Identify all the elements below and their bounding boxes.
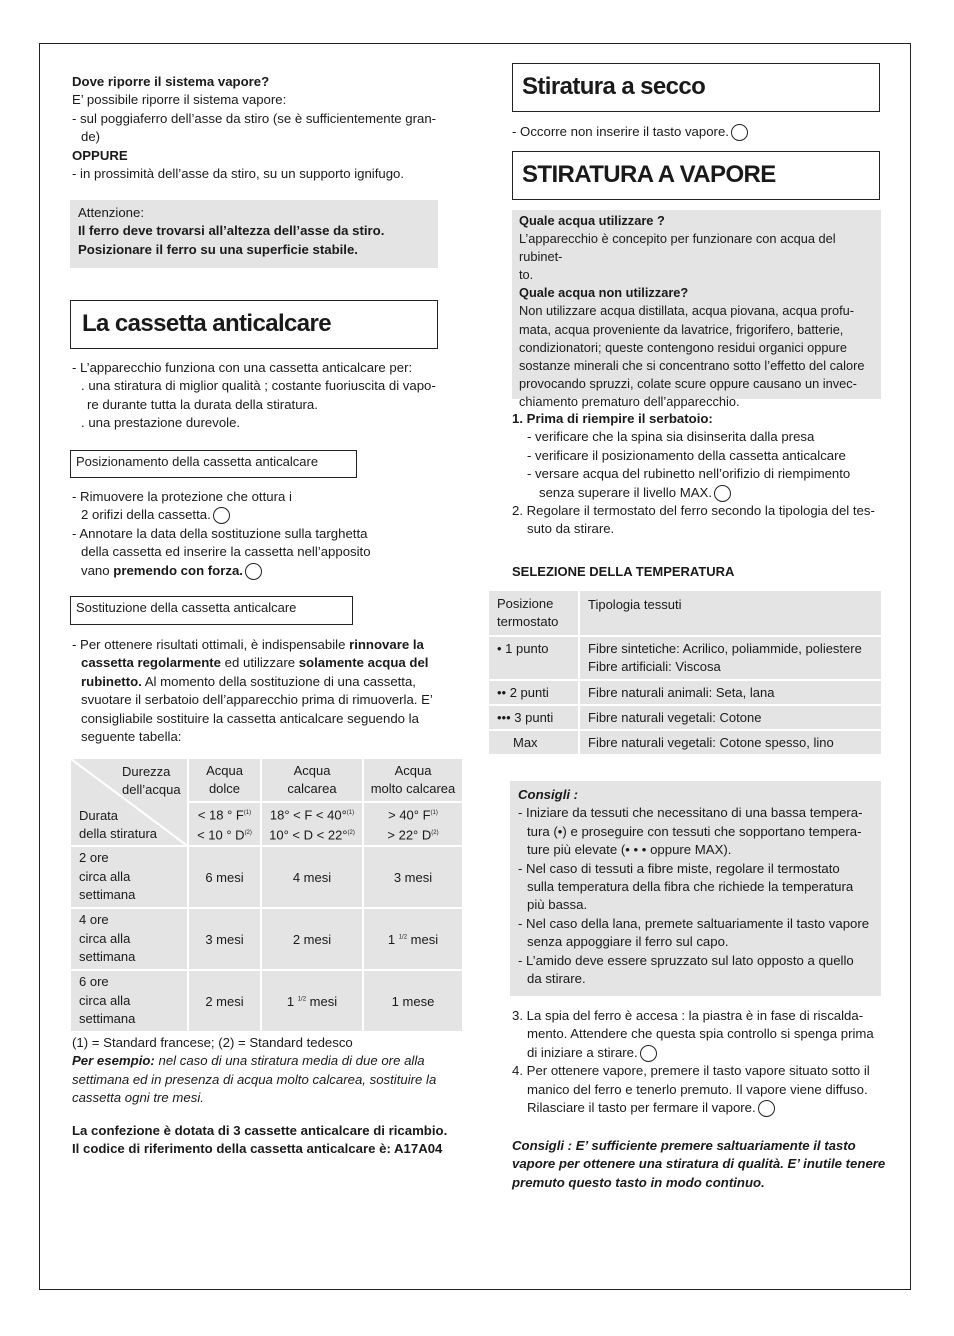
temp-table xyxy=(489,591,881,756)
table-row xyxy=(70,846,463,908)
example-line-3: cassetta ogni tre mesi. xyxy=(72,1090,204,1106)
storage-option-2: - in prossimità dell’asse da stiro, su un supporto ignifugo. xyxy=(72,166,405,182)
figure-ref-circle-icon xyxy=(714,485,731,502)
tips-box xyxy=(510,781,881,996)
figure-ref-circle-icon xyxy=(213,507,230,524)
step-3-cont2: di iniziare a stirare. xyxy=(512,1044,887,1062)
step-4: 4. Per ottenere vapore, premere il tasto vapore situato sotto il xyxy=(512,1063,870,1079)
cassette-intro xyxy=(72,359,447,433)
col-head-soft: Acqua dolce xyxy=(188,758,261,802)
figure-ref-circle-icon xyxy=(245,563,262,580)
step-2: 2. Regolare il termostato del ferro secondo la tipologia del tes- xyxy=(512,503,875,519)
replacement-title-box xyxy=(70,596,353,625)
replacement-text xyxy=(72,636,452,746)
dry-text: - Occorre non inserire il tasto vapore. xyxy=(512,123,748,141)
cassette-benefit-1: . una stiratura di miglior qualità ; costante fuoriuscita di vapo- xyxy=(81,378,436,394)
tip-2-cont2: più bassa. xyxy=(527,897,588,913)
water-q1: Quale acqua utilizzare ? xyxy=(519,213,665,228)
storage-or: OPPURE xyxy=(72,147,128,163)
temp-pos: •• 2 punti xyxy=(489,680,579,705)
table-cell: 1 mese xyxy=(363,970,463,1032)
positioning-line-5: vano premendo con forza. xyxy=(72,562,442,580)
water-a1-cont: to. xyxy=(519,267,534,283)
tip-1: - Iniziare da tessuti che necessitano di una bassa tempera- xyxy=(518,805,863,821)
table-cell: 1 $^{1/2}$ mesi xyxy=(363,908,463,970)
duration-label: Durata della stiratura xyxy=(79,808,158,842)
final-tip-1: Consigli : E’ sufficiente premere saltuariamente il tasto xyxy=(512,1138,856,1153)
example-line-1: Per esempio: nel caso di una stiratura media di due ore alla xyxy=(72,1053,425,1069)
replacement-line-4: svuotare il serbatoio dell’apparecchio prima di rimuoverla. E’ xyxy=(81,692,433,708)
step-1a: - verificare che la spina sia disinserita dalla presa xyxy=(527,429,815,445)
final-tip xyxy=(512,1137,892,1192)
table-cell: 6 mesi xyxy=(188,846,261,908)
temp-desc: Fibre naturali animali: Seta, lana xyxy=(579,680,881,705)
row-label: 6 ore circa alla settimana xyxy=(70,970,188,1032)
tips-title: Consigli : xyxy=(518,787,579,802)
storage-section xyxy=(72,73,442,183)
table-row xyxy=(70,970,463,1032)
table-row xyxy=(489,680,881,705)
warning-box xyxy=(70,200,438,268)
cassette-benefit-1-cont: re durante tutta la durata della stiratura. xyxy=(87,396,318,412)
table-cell: 3 mesi xyxy=(188,908,261,970)
temp-desc: Fibre naturali vegetali: Cotone xyxy=(579,705,881,730)
table-notes xyxy=(72,1034,452,1108)
dry-title-box xyxy=(512,63,880,112)
water-a2-4: sostanze minerali che si concentrano sotto l’effetto del calore xyxy=(519,357,865,373)
water-q2: Quale acqua non utilizzare? xyxy=(519,285,689,301)
replacement-title: Sostituzione della cassetta anticalcare xyxy=(76,600,297,615)
temp-table-wrap xyxy=(489,591,881,756)
table-cell: 4 mesi xyxy=(261,846,363,908)
fill-steps xyxy=(512,410,887,539)
water-a2-2: mata, acqua proveniente da lavatrice, frigorifero, batterie, xyxy=(519,321,844,337)
col-head-hard: Acqua calcarea xyxy=(261,758,363,802)
pack-line-2: Il codice di riferimento della cassetta anticalcare è: A17A04 xyxy=(72,1141,443,1157)
units-hard: 18° < F < 40°$^{(1)}$ 10° < D < 22°$^{(2)}$ xyxy=(261,802,363,846)
units-soft: < 18 ° $F^{(1)}$ < 10 ° $D^{(2)}$ xyxy=(188,802,261,846)
temp-pos: Max xyxy=(489,730,579,755)
replacement-line-2: cassetta regolarmente ed utilizzare solamente acqua del xyxy=(81,655,429,671)
temp-pos: • 1 punto xyxy=(489,636,579,680)
col-head-very-hard: Acqua molto calcarea xyxy=(363,758,463,802)
warning-line-2: Posizionare il ferro su una superficie stabile. xyxy=(78,241,358,257)
cassette-intro-line: - L’apparecchio funziona con una cassetta anticalcare per: xyxy=(72,360,413,375)
storage-option-1-cont: de) xyxy=(81,129,101,145)
positioning-text xyxy=(72,488,442,580)
table-row xyxy=(70,908,463,970)
example-line-2: settimana ed in presenza di acqua molto calcarea, sostituire la xyxy=(72,1071,437,1087)
replacement-line-6: seguente tabella: xyxy=(81,729,182,745)
table-row xyxy=(489,705,881,730)
positioning-line-4: della cassetta ed inserire la cassetta nell’apposito xyxy=(81,544,371,560)
final-tip-3: premuto questo tasto in modo continuo. xyxy=(512,1174,765,1190)
step-3: 3. La spia del ferro è accesa : la piastra è in fase di riscalda- xyxy=(512,1008,864,1023)
pack-line-1: La confezione è dotata di 3 cassette anticalcare di ricambio. xyxy=(72,1123,448,1138)
step-3-cont: mento. Attendere che questa spia controllo si spenga prima xyxy=(527,1026,874,1042)
replacement-line-5: consigliabile sostituire la cassetta anticalcare seguendo la xyxy=(81,710,419,726)
tip-2-cont: sulla temperatura della fibra che richiede la temperatura xyxy=(527,879,854,895)
hardness-label: Durezza dell’acqua xyxy=(122,764,181,798)
temp-desc: Fibre sintetiche: Acrilico, poliammide, poliestere Fibre artificiali: Viscosa xyxy=(579,636,881,680)
table-cell: 1 $^{1/2}$ mesi xyxy=(261,970,363,1032)
pack-info xyxy=(72,1122,452,1159)
tip-1-cont2: ture più elevate (• • • oppure MAX). xyxy=(527,842,732,858)
cassette-benefit-2: . una prestazione durevole. xyxy=(81,415,241,431)
water-a2-5: provocando spruzzi, colate scure oppure causano un invec- xyxy=(519,375,857,391)
table-corner-cell xyxy=(70,758,188,846)
step-1: 1. Prima di riempire il serbatoio: xyxy=(512,411,713,426)
dry-title: Stiratura a secco xyxy=(522,73,706,100)
figure-ref-circle-icon xyxy=(731,124,748,141)
water-a2-1: Non utilizzare acqua distillata, acqua piovana, acqua profu- xyxy=(519,303,855,319)
table-cell: 2 mesi xyxy=(261,908,363,970)
storage-answer: E’ possibile riporre il sistema vapore: xyxy=(72,92,287,108)
temp-head-position: Posizione termostato xyxy=(489,591,579,636)
water-a1: L’apparecchio è concepito per funzionare con acqua del rubinet- xyxy=(519,231,836,265)
temp-head-fabric: Tipologia tessuti xyxy=(579,591,881,636)
positioning-title-box xyxy=(70,450,357,478)
table-cell: 3 mesi xyxy=(363,846,463,908)
figure-ref-circle-icon xyxy=(758,1100,775,1117)
footnote: (1) = Standard francese; (2) = Standard tedesco xyxy=(72,1035,353,1050)
positioning-line-2: 2 orifizi della cassetta. xyxy=(72,506,442,524)
tip-1-cont: tura (•) e proseguire con tessuti che sopportano tempera- xyxy=(527,823,862,839)
temp-pos: ••• 3 punti xyxy=(489,705,579,730)
replacement-table xyxy=(69,757,464,1033)
step-1c-cont: senza superare il livello MAX. xyxy=(512,484,887,502)
figure-ref-circle-icon xyxy=(640,1045,657,1062)
replacement-table-wrap xyxy=(69,757,464,1033)
water-a2-6: chiamento prematuro dell’apparecchio. xyxy=(519,393,740,409)
replacement-line-3: rubinetto. Al momento della sostituzione di una cassetta, xyxy=(81,673,416,689)
step-1b: - verificare il posizionamento della cassetta anticalcare xyxy=(527,447,846,463)
step-1c: - versare acqua del rubinetto nell’orifizio di riempimento xyxy=(527,466,851,482)
positioning-line-3: - Annotare la data della sostituzione sulla targhetta xyxy=(72,525,368,541)
steam-title-box xyxy=(512,151,880,200)
step-2-cont: suto da stirare. xyxy=(527,521,615,537)
tip-2: - Nel caso di tessuti a fibre miste, regolare il termostato xyxy=(518,860,840,876)
temp-title: SELEZIONE DELLA TEMPERATURA xyxy=(512,564,735,579)
storage-question: Dove riporre il sistema vapore? xyxy=(72,74,270,89)
replacement-line-1: - Per ottenere risultati ottimali, è indispensabile rinnovare la xyxy=(72,637,424,652)
step-4-cont: manico del ferro e tenerlo premuto. Il vapore viene diffuso. xyxy=(527,1081,868,1097)
table-row xyxy=(489,636,881,680)
storage-option-1: - sul poggiaferro dell’asse da stiro (se è sufficientemente gran- xyxy=(72,110,437,126)
row-label: 2 ore circa alla settimana xyxy=(70,846,188,908)
warning-line-1: Il ferro deve trovarsi all’altezza dell’asse da stiro. xyxy=(78,223,385,239)
table-cell: 2 mesi xyxy=(188,970,261,1032)
temp-desc: Fibre naturali vegetali: Cotone spesso, lino xyxy=(579,730,881,755)
warning-title: Attenzione: xyxy=(78,205,144,220)
usage-steps xyxy=(512,1007,887,1117)
tip-4: - L’amido deve essere spruzzato sul lato opposto a quello xyxy=(518,952,854,968)
positioning-line-1: - Rimuovere la protezione che ottura i xyxy=(72,489,292,504)
cassette-title: La cassetta anticalcare xyxy=(82,310,332,337)
water-box xyxy=(512,210,881,409)
units-very-hard: > 40° $F^{(1)}$ > 22° $D^{(2)}$ xyxy=(363,802,463,846)
water-a2-3: condizionatori; queste contengono residui organici oppure xyxy=(519,339,847,355)
step-4-cont2: Rilasciare il tasto per fermare il vapore. xyxy=(512,1099,887,1117)
tip-3-cont: senza appoggiare il ferro sul capo. xyxy=(527,934,729,950)
steam-title: STIRATURA A VAPORE xyxy=(522,161,776,188)
positioning-title: Posizionamento della cassetta anticalcare xyxy=(76,454,319,469)
tip-4-cont: da stirare. xyxy=(527,971,586,987)
final-tip-2: vapore per ottenere una stiratura di qualità. E’ inutile tenere xyxy=(512,1156,886,1172)
tip-3: - Nel caso della lana, premete saltuariamente il tasto vapore xyxy=(518,915,870,931)
table-row xyxy=(489,730,881,755)
cassette-title-box xyxy=(70,300,438,349)
row-label: 4 ore circa alla settimana xyxy=(70,908,188,970)
